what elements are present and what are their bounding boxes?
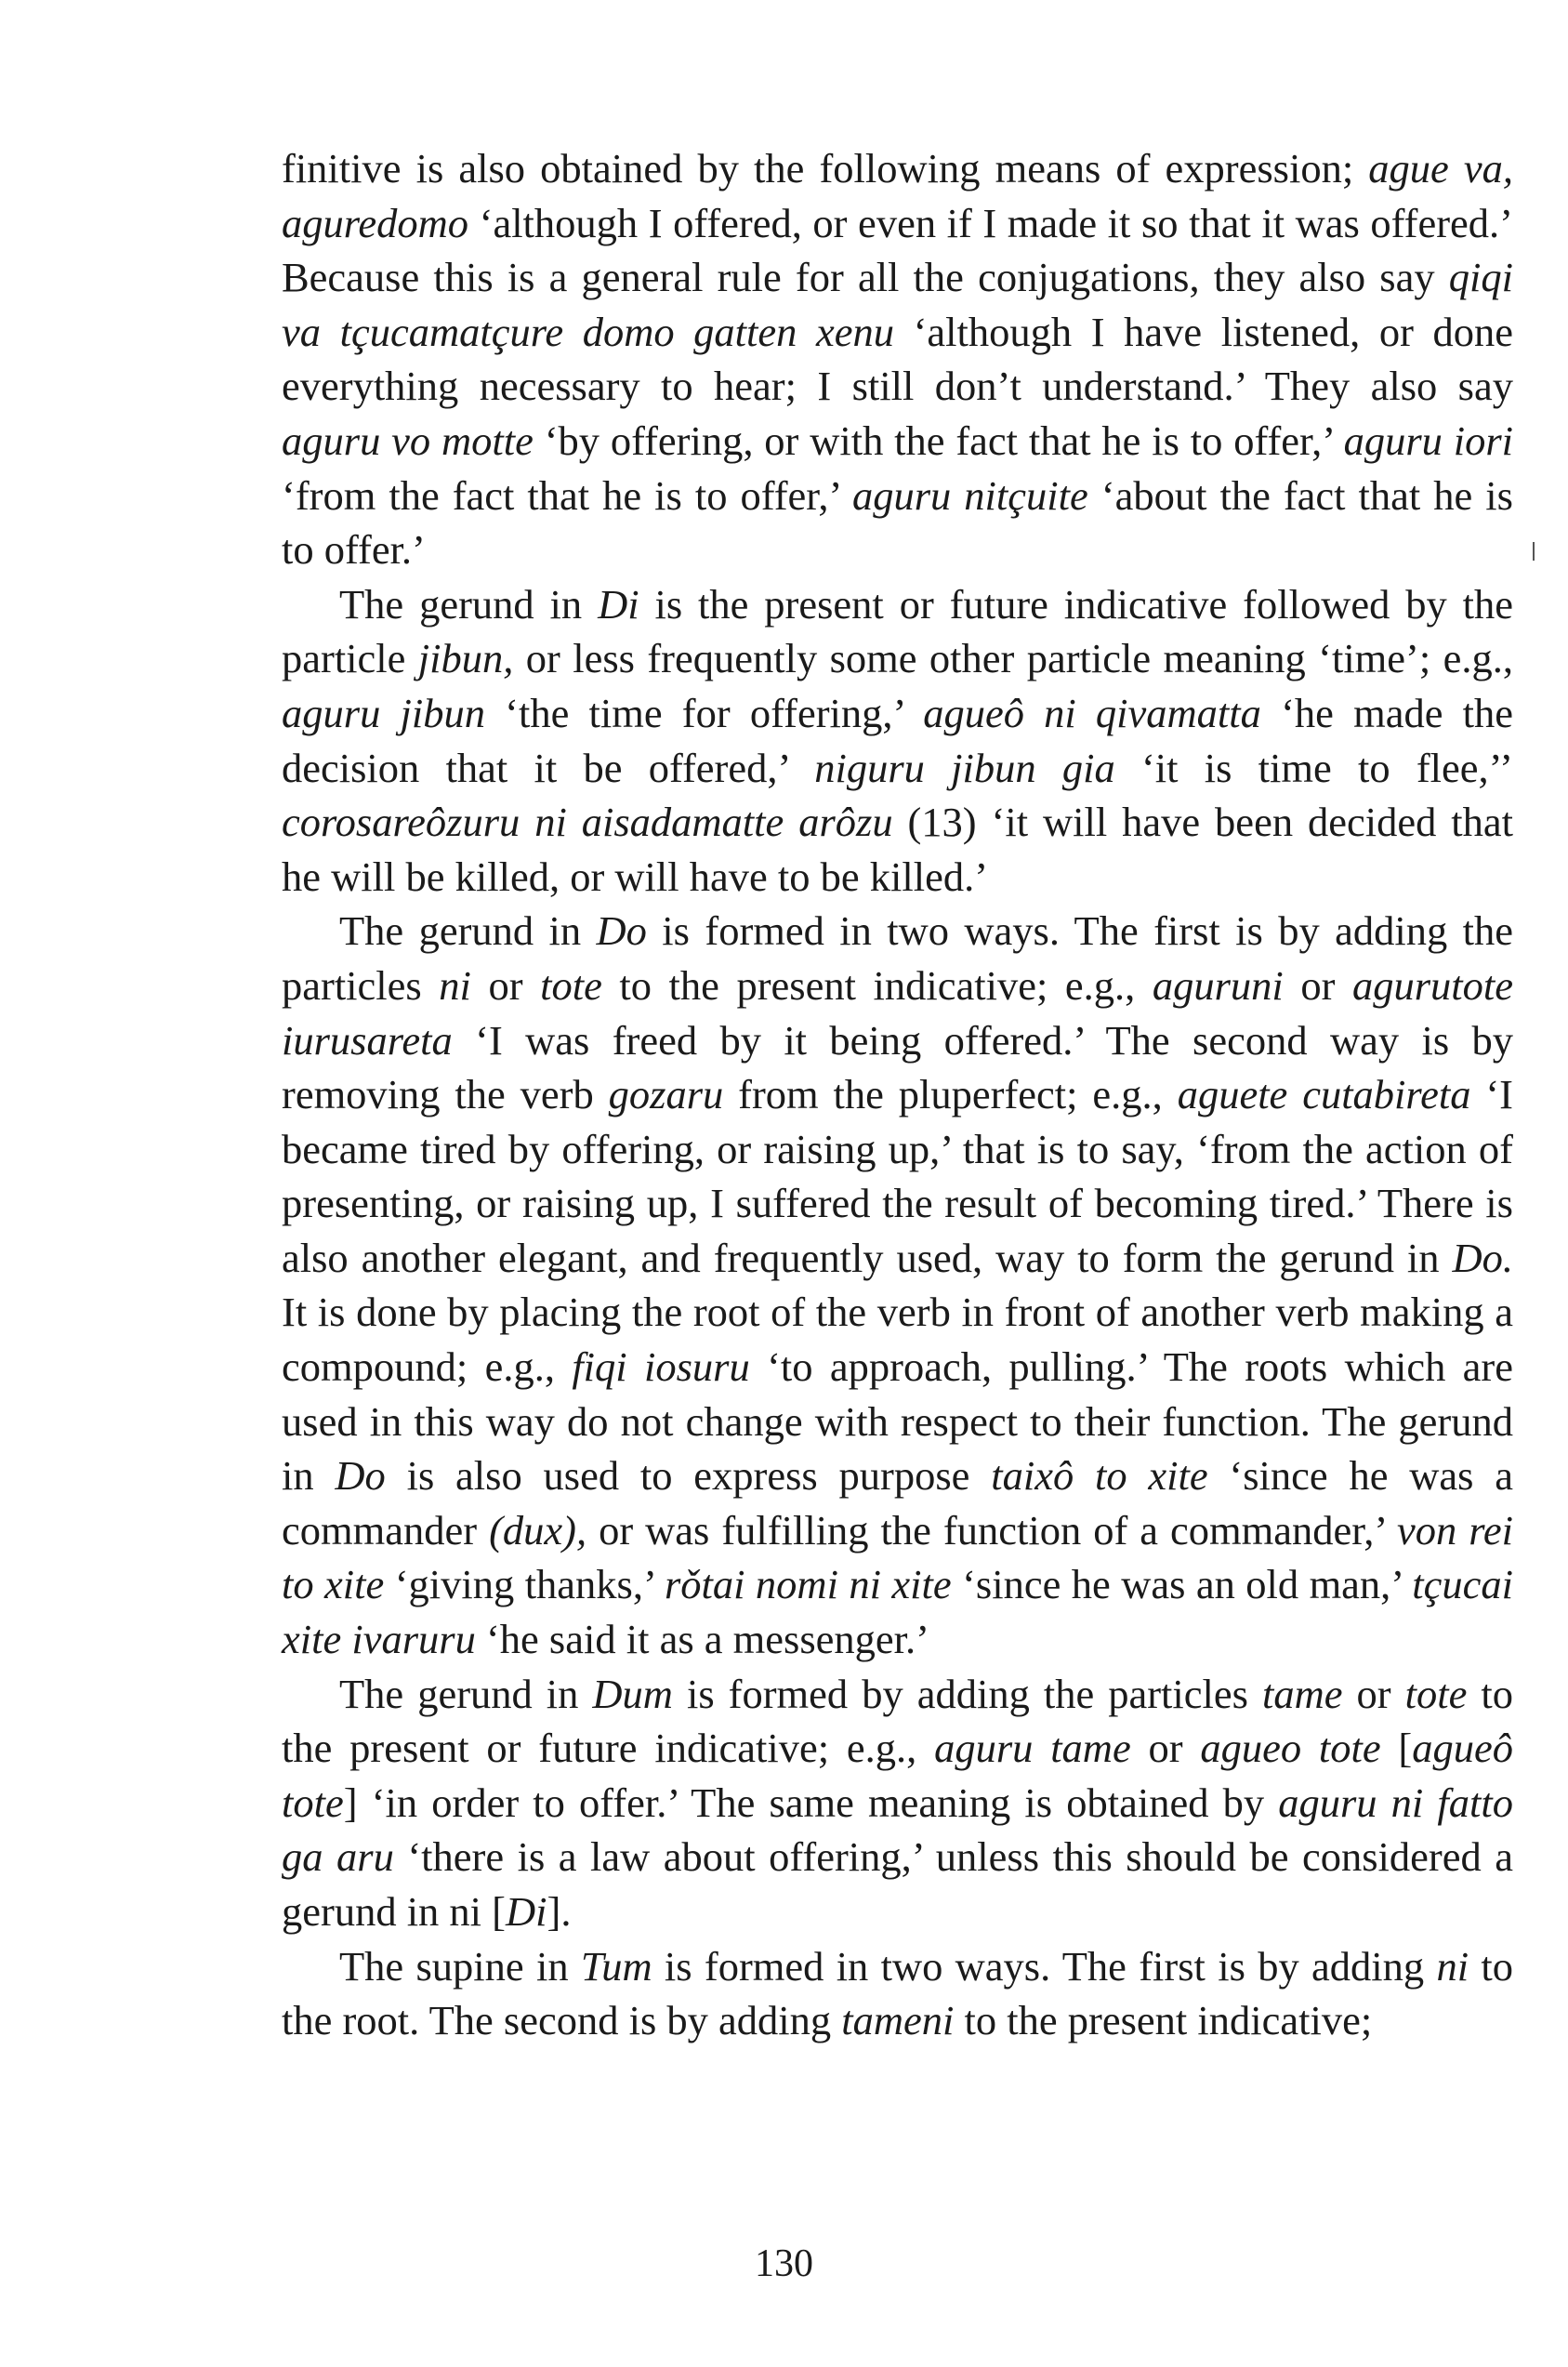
italic-term: Do. [1452,1234,1513,1281]
margin-mark [1533,542,1535,561]
italic-term: aguru vo motte [282,417,534,464]
italic-term: aguru nitçuite [851,471,1088,519]
italic-term: gozaru [608,1071,724,1118]
body-text [282,141,1513,2048]
text-run: ‘since he was a commander [282,1452,1513,1554]
paragraph [282,904,1513,1666]
paragraph [282,1939,1513,2048]
text-run: or [1342,1670,1405,1717]
text-run: ‘he made the decision that it be offered,’ [282,689,1513,791]
text-run: ‘I was freed by it being offered.’ The second way is by removing the verb [282,1016,1513,1118]
text-run: ] ‘in order to offer.’ The same meaning is obtained by [343,1779,1279,1826]
italic-term: fiqi iosuru [572,1343,750,1391]
text-run: ‘I became tired by offering, or raising up,’ that is to say, ‘from the action of presenting, or raising up, I suffered the result of becoming tired.’ There is also another elegant, and frequently used, way to form the gerund in [282,1071,1513,1281]
italic-term: tote [540,961,602,1009]
text-run: The supine in [339,1942,581,1990]
italic-term: tame [1261,1670,1343,1717]
italic-term: tameni [841,1997,955,2044]
text-run: to the present indicative; e.g., [601,961,1153,1009]
italic-term: agueô tote [282,1725,1513,1826]
text-run: ‘it is time to flee,’’ [1114,744,1513,791]
text-run: or [1130,1725,1201,1772]
text-run: is formed in two ways. The first is by adding the particles [282,907,1513,1009]
italic-term: agurutote iurusareta [282,961,1514,1064]
page-number: 130 [755,2242,813,2285]
italic-term: agueô ni qivamatta [923,689,1261,736]
italic-term: aguru jibun [282,689,485,736]
text-run: or [470,961,541,1009]
italic-term: aguru ni fatto ga aru [282,1779,1514,1881]
italic-term: aguruni [1152,961,1284,1009]
italic-term: Di [506,1888,547,1935]
text-run: ‘although I have listened, or done everything necessary to hear; I still don’t understand.’ They also say [282,308,1513,410]
text-run: The gerund in [339,1670,593,1717]
text-run: ‘there is a law about offering,’ unless this should be considered a gerund in ni [ [282,1833,1513,1935]
italic-term: corosareôzuru ni aisadamatte arôzu [282,799,893,846]
text-run: [ [1380,1725,1413,1772]
text-run: from the pluperfect; e.g., [723,1071,1178,1118]
italic-term: jibun, [417,635,514,682]
text-run: ‘about the fact that he is to offer.’ [282,471,1513,574]
text-run: is formed by adding the particles [672,1670,1262,1717]
italic-term: Dum [592,1670,673,1717]
text-run: to the root. The second is by adding [282,1942,1513,2044]
text-run: ‘although I offered, or even if I made it so that it was offered.’ Because this is a general rule for all the conjugations, they also say [282,199,1513,301]
text-run: The gerund in [339,580,599,628]
paragraph [282,577,1513,905]
italic-term: niguru jibun gia [814,744,1115,791]
text-run: or was fulfilling the function of a commander,’ [586,1506,1397,1554]
paragraph [282,1667,1513,1939]
italic-term: ague va, aguredomo [282,145,1513,246]
text-run: is also used to express purpose [385,1452,992,1500]
text-run: ]. [547,1888,572,1935]
italic-term: taixô to xite [991,1452,1208,1500]
text-run: to the present indicative; [954,1997,1373,2044]
italic-term: Do [596,907,647,955]
text-run: It is done by placing the root of the verb in front of another verb making a compound; e.g., [282,1289,1513,1391]
text-run: ‘to approach, pulling.’ The roots which are used in this way do not change with respect to their function. The gerund in [282,1343,1513,1500]
text-run: ‘giving thanks,’ [384,1561,665,1608]
text-run: is formed in two ways. The first is by adding [652,1942,1437,1990]
text-run: (13) ‘it will have been decided that he will be killed, or will have to be killed.’ [282,799,1513,900]
italic-term: aguru iori [1343,417,1514,464]
text-run: ‘from the fact that he is to offer,’ [282,471,852,519]
text-run: is the present or future indicative followed by the particle [282,580,1513,682]
text-run: finitive is also obtained by the following means of expression; [282,145,1369,192]
italic-term: rǒtai nomi ni xite [664,1561,952,1608]
italic-term: Tum [580,1942,652,1990]
italic-term: tçucai xite ivaruru [282,1561,1513,1663]
italic-term: agueo tote [1200,1725,1381,1772]
italic-term: (dux), [489,1506,587,1554]
text-run: ‘he said it as a messenger.’ [475,1616,929,1663]
italic-term: Do [335,1452,386,1500]
text-run: ‘by offering, or with the fact that he is to offer,’ [533,417,1344,464]
text-run: or less frequently some other particle meaning ‘time’; e.g., [513,635,1513,682]
italic-term: ni [1436,1942,1469,1990]
text-run: ‘since he was an old man,’ [951,1561,1413,1608]
italic-term: von rei to xite [282,1506,1513,1608]
italic-term: ni [439,961,471,1009]
italic-term: tote [1404,1670,1468,1717]
text-run: to the present or future indicative; e.g., [282,1670,1513,1772]
paragraph [282,141,1513,577]
italic-term: aguru tame [934,1725,1131,1772]
italic-term: Di [598,580,639,628]
text-run: The gerund in [339,907,597,955]
text-run: or [1283,961,1352,1009]
italic-term: aguete cutabireta [1177,1071,1471,1118]
italic-term: qiqi va tçucamatçure domo gatten xenu [282,254,1513,355]
text-run: ‘the time for offering,’ [484,689,924,736]
